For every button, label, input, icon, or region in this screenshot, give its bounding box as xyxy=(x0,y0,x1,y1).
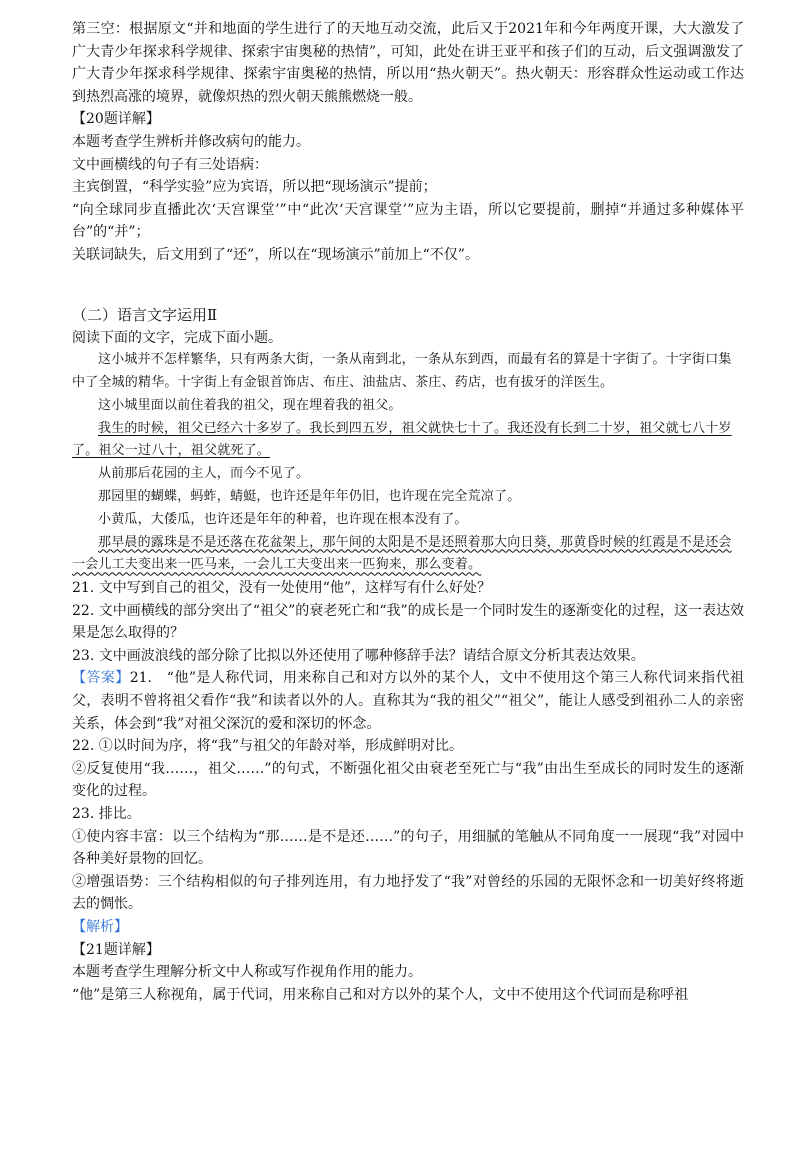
explanation-line: 本题考查学生辨析并修改病句的能力。 xyxy=(72,133,310,150)
answer-tag: 【答案】 xyxy=(72,670,130,687)
analysis-line: 本题考查学生理解分析文中人称或写作视角作用的能力。 xyxy=(72,964,422,981)
analysis-tag: 【解析】 xyxy=(72,919,128,935)
wavy-underlined-text: 那早晨的露珠是不是还落在花盆架上，那午间的太阳是不是还照着那大向日葵，那黄昏时候的红霞是不是还会一会儿工夫变出来一匹马来，一会儿工夫变出来一匹狗来，那么变着。 xyxy=(72,534,732,573)
answer-21-text: 21. “他”是人称代词，用来称自己和对方以外的某个人，文中不使用这个第三人称代词来指代祖父，表明不曾将祖父看作“我”和读者以外的人。直称其为“我的祖父”“祖父”，能让人感受到祖孙二人的亲密关系，体会到“我”对祖父深沉的爱和深切的怀念。 xyxy=(72,670,745,732)
detail-heading-21: 【21题详解】 xyxy=(72,941,160,958)
answer-23-1: ①使内容丰富：以三个结构为“那……是不是还……”的句子，用细腻的笔触从不同角度一一展现“我”对园中各种美好景物的回忆。 xyxy=(72,828,744,868)
reading-passage xyxy=(72,349,744,577)
explanation-line: 文中画横线的句子有三处语病： xyxy=(72,156,268,173)
question-21: 21. 文中写到自己的祖父，没有一处使用“他”，这样写有什么好处？ xyxy=(72,580,492,597)
answer-23-0: 23. 排比。 xyxy=(72,806,141,823)
passage-paragraph-wavy xyxy=(72,532,744,578)
passage-paragraph: 这小城并不怎样繁华，只有两条大街，一条从南到北，一条从东到西，而最有名的算是十字街了。十字街口集中了全城的精华。十字街上有金银首饰店、布庄、油盐店、茶庄、药店，也有拔牙的洋医生。 xyxy=(72,352,732,390)
explanation-line: “向全球同步直播此次‘天宫课堂’”中“此次‘天宫课堂’”应为主语，所以它要提前，删掉“并通过多种媒体平台”的“并”； xyxy=(72,201,744,241)
question-23: 23. 文中画波浪线的部分除了比拟以外还使用了哪种修辞手法？请结合原文分析其表达效果。 xyxy=(72,647,645,664)
explanation-third-blank: 第三空：根据原文“并和地面的学生进行了的天地互动交流，此后又于2021年和今年两度开课，大大激发了广大青少年探求科学规律、探索宇宙奥秘的热情”，可知，此处在讲王亚平和孩子们的互动，后文强调激发了广大青少年探求科学规律、探索宇宙奥秘的热情，所以用“热火朝天”。热火朝天：形容群众性运动或工作达到热烈高涨的境界，就像炽热的烈火朝天熊熊燃烧一般。 xyxy=(72,21,744,105)
passage-paragraph-underlined xyxy=(72,418,744,464)
detail-heading-20: 【20题详解】 xyxy=(72,111,160,128)
passage-paragraph: 从前那后花园的主人，而今不见了。 xyxy=(98,466,310,482)
underlined-text: 我生的时候，祖父已经六十多岁了。我长到四五岁，祖父就快七十了。我还没有长到二十岁，祖父就七八十岁了。祖父一过八十，祖父就死了。 xyxy=(72,420,732,459)
passage-paragraph: 小黄瓜，大倭瓜，也许还是年年的种着，也许现在根本没有了。 xyxy=(98,511,468,527)
answer-21 xyxy=(72,667,744,735)
passage-paragraph: 这小城里面以前住着我的祖父，现在埋着我的祖父。 xyxy=(98,397,402,413)
explanation-line: 关联词缺失，后文用到了“还”，所以在“现场演示”前加上“不仅”。 xyxy=(72,246,479,263)
analysis-heading xyxy=(72,916,744,939)
section-title: （二）语言文字运用Ⅱ xyxy=(72,305,218,324)
question-22: 22. 文中画横线的部分突出了“祖父”的衰老死亡和“我”的成长是一个同时发生的逐渐变化的过程，这一表达效果是怎么取得的？ xyxy=(72,602,744,642)
reading-instruction: 阅读下面的文字，完成下面小题。 xyxy=(72,329,282,346)
spacer xyxy=(72,267,744,303)
answer-22-1: 22. ①以时间为序，将“我”与祖父的年龄对举，形成鲜明对比。 xyxy=(72,738,464,755)
passage-paragraph: 那园里的蝴蝶，蚂蚱，蜻蜓，也许还是年年仍旧，也许现在完全荒凉了。 xyxy=(98,488,521,504)
analysis-line: “他”是第三人称视角，属于代词，用来称自己和对方以外的某个人，文中不使用这个代词而是称呼祖 xyxy=(72,986,689,1003)
answer-22-2: ②反复使用“我……，祖父……”的句式，不断强化祖父由衰老至死亡与“我”由出生至成长的同时发生的逐渐变化的过程。 xyxy=(72,760,744,800)
explanation-line: 主宾倒置，“科学实验”应为宾语，所以把“现场演示”提前； xyxy=(72,179,437,196)
answer-23-2: ②增强语势：三个结构相似的句子排列连用，有力地抒发了“我”对曾经的乐园的无限怀念和一切美好终将逝去的惆怅。 xyxy=(72,873,744,913)
document-page xyxy=(72,18,744,1006)
